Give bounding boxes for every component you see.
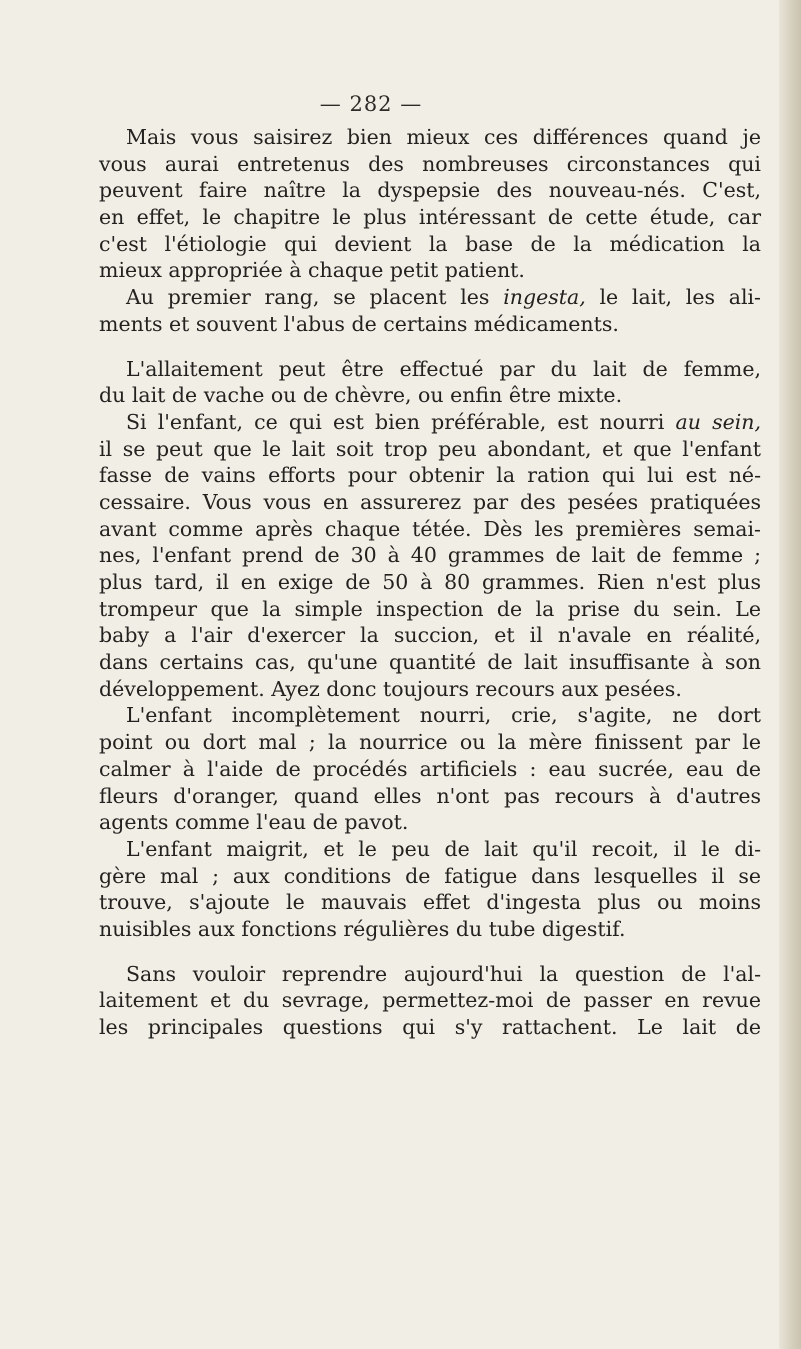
text-line: gère mal ; aux conditions de fatigue dans lesquelles il se [99,863,761,888]
page-edge [779,0,801,1349]
paragraph [99,836,761,943]
italic-term: ingesta, [503,285,586,310]
text-line: baby a l'air d'exercer la succion, et il n'avale en réalité, [99,623,761,648]
text-segment: le lait, les ali- [585,285,761,310]
text-line: les principales questions qui s'y rattachent. Le lait de [99,1015,761,1039]
text-line: mieux appropriée à chaque petit patient. [99,258,525,283]
text-line: trouve, s'ajoute le mauvais effet d'ingesta plus ou moins [99,890,761,915]
paragraph-gap [99,338,761,356]
text-line: nes, l'enfant prend de 30 à 40 grammes de lait de femme ; [99,543,761,568]
text-line: laitement et du sevrage, permettez-moi de passer en revue [99,988,761,1013]
text-line: cessaire. Vous vous en assurerez par des pesées pratiquées [99,489,761,514]
paragraph-gap [99,943,761,961]
text-segment: Si l'enfant, ce qui est bien préférable, est nourri [126,409,676,434]
paragraph [99,409,761,703]
page-number: — 282 — [319,92,423,116]
paragraph [99,961,761,1041]
body-text [99,124,761,1041]
text-line: en effet, le chapitre le plus intéressant de cette étude, car [99,205,761,230]
text-line: agents comme l'eau de pavot. [99,810,409,835]
paragraph [99,702,761,835]
text-line: L'allaitement peut être effectué par du lait de femme, [126,356,761,381]
text-line: développement. Ayez donc toujours recours aux pesées. [99,676,682,701]
text-line: nuisibles aux fonctions régulières du tube digestif. [99,916,626,941]
italic-term: au sein, [675,409,761,434]
text-line: plus tard, il en exige de 50 à 80 grammes. Rien n'est plus [99,570,761,594]
text-line: L'enfant incomplètement nourri, crie, s'agite, ne dort [126,703,761,728]
text-line: avant comme après chaque tétée. Dès les premières semai- [99,516,761,541]
text-line: point ou dort mal ; la nourrice ou la mère finissent par le [99,730,761,755]
text-line: ments et souvent l'abus de certains médicaments. [99,311,619,336]
text-line: c'est l'étiologie qui devient la base de la médication la [99,231,761,256]
text-line: fleurs d'oranger, quand elles n'ont pas recours à d'autres [99,783,761,808]
paragraph [99,284,761,337]
text-line: Sans vouloir reprendre aujourd'hui la question de l'al- [126,961,761,986]
text-line: du lait de vache ou de chèvre, ou enfin être mixte. [99,383,623,408]
text-line [99,409,761,436]
paragraph [99,356,761,409]
text-line: peuvent faire naître la dyspepsie des nouveau-nés. C'est, [99,178,761,203]
text-line: L'enfant maigrit, et le peu de lait qu'il recoit, il le di- [126,836,761,861]
text-line: dans certains cas, qu'une quantité de lait insuffisante à son [99,650,761,675]
text-line: vous aurai entretenus des nombreuses circonstances qui [99,151,761,176]
text-line [99,284,761,311]
text-line: Mais vous saisirez bien mieux ces différences quand je [126,125,761,149]
text-line: il se peut que le lait soit trop peu abondant, et que l'enfant [99,436,761,461]
text-line: trompeur que la simple inspection de la prise du sein. Le [99,596,761,621]
text-line: calmer à l'aide de procédés artificiels : eau sucrée, eau de [99,756,761,781]
paragraph [99,124,761,284]
text-line: fasse de vains efforts pour obtenir la ration qui lui est né- [99,463,761,488]
text-segment: Au premier rang, se placent les [126,285,504,310]
